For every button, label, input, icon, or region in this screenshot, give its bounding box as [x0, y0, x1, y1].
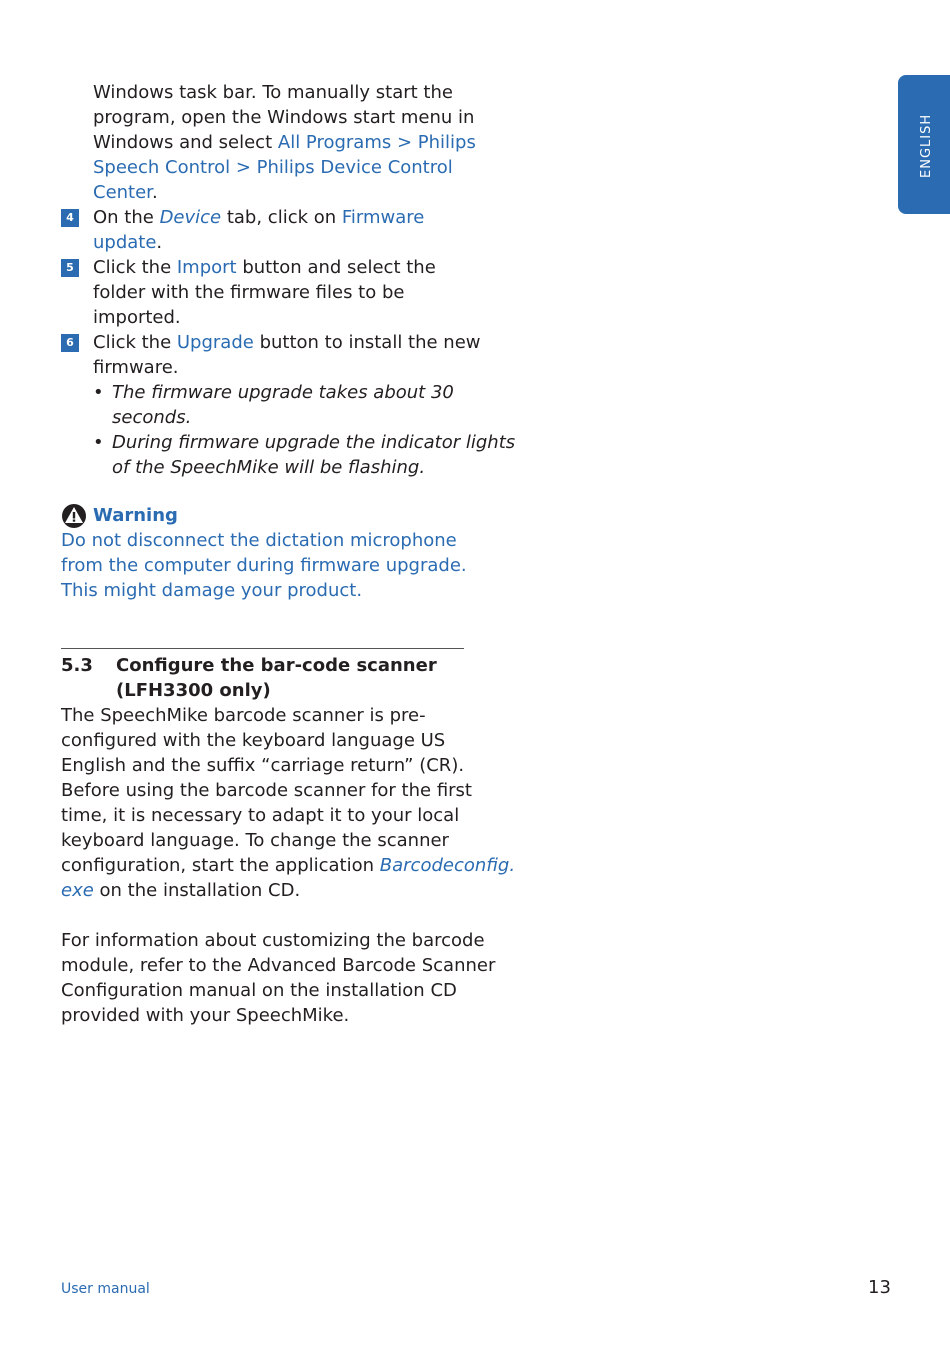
- step-6: 6 Click the Upgrade button to install the new: [61, 330, 466, 355]
- step-4: 4 On the Device tab, click on Firmware: [61, 205, 466, 230]
- language-tab-label: ENGLISH: [919, 113, 934, 178]
- menu-path: Center: [93, 182, 152, 203]
- paragraph-line: For information about customizing the barcode: [61, 930, 485, 951]
- warning-text: from the computer during firmware upgrade.: [61, 555, 467, 576]
- paragraph-line: exe on the installation CD.: [61, 880, 301, 901]
- step-5-cont: folder with the firmware files to be: [93, 282, 405, 303]
- paragraph-line: time, it is necessary to adapt it to your local: [61, 805, 460, 826]
- step-number-badge: 5: [61, 259, 79, 277]
- paragraph-line: The SpeechMike barcode scanner is pre-: [61, 705, 426, 726]
- warning-text: This might damage your product.: [61, 580, 363, 601]
- step-5-cont: imported.: [93, 307, 181, 328]
- bullet-item: • During firmware upgrade the indicator lights: [93, 432, 516, 453]
- file-name: Barcodeconfig.: [379, 855, 516, 876]
- bullet-mark: •: [93, 382, 104, 403]
- bullet-mark: •: [93, 432, 104, 453]
- paragraph-line: English and the suffix “carriage return” (CR).: [61, 755, 465, 776]
- warning-heading: [61, 503, 466, 528]
- paragraph-line: configured with the keyboard language US: [61, 730, 446, 751]
- instructions-block: [61, 80, 516, 480]
- warning-icon: [61, 503, 87, 529]
- paragraph-line: Before using the barcode scanner for the first: [61, 780, 472, 801]
- menu-path: All Programs > Philips: [277, 132, 476, 153]
- paragraph-line: keyboard language. To change the scanner: [61, 830, 449, 851]
- menu-path: Speech Control > Philips Device Control: [93, 157, 453, 178]
- step-number-badge: 4: [61, 209, 79, 227]
- intro-line: Windows task bar. To manually start the: [93, 82, 453, 103]
- paragraph-line: module, refer to the Advanced Barcode Scanner: [61, 955, 496, 976]
- intro-line: Windows and select All Programs > Philips: [93, 132, 476, 153]
- step-6-cont: firmware.: [93, 357, 179, 378]
- warning-block: [61, 503, 466, 603]
- paragraph-line: provided with your SpeechMike.: [61, 1005, 350, 1026]
- ui-term: Upgrade: [176, 332, 254, 353]
- ui-term: Device: [159, 207, 222, 228]
- footer-label: User manual: [61, 1281, 150, 1297]
- paragraph-line: configuration, start the application Barcodeconfig.: [61, 855, 516, 876]
- blank-line: [61, 903, 466, 928]
- bullet-item: • The firmware upgrade takes about 30: [93, 382, 454, 403]
- ui-term: Firmware: [341, 207, 425, 228]
- bullet-item-cont: seconds.: [112, 407, 192, 428]
- ui-term: Import: [176, 257, 237, 278]
- bullet-item-cont: of the SpeechMike will be flashing.: [112, 457, 426, 478]
- intro-line: program, open the Windows start menu in: [93, 107, 475, 128]
- paragraph-line: Configuration manual on the installation CD: [61, 980, 457, 1001]
- ui-term: update: [93, 232, 157, 253]
- warning-text: Do not disconnect the dictation microphone: [61, 530, 457, 551]
- section-5-3: [61, 653, 516, 1028]
- warning-title: Warning: [93, 505, 178, 526]
- section-number: 5.3: [61, 655, 93, 676]
- intro-line: Center.: [93, 182, 158, 203]
- file-name: exe: [61, 880, 94, 901]
- step-5: 5 Click the Import button and select the: [61, 255, 466, 280]
- step-4-cont: update.: [93, 232, 163, 253]
- section-divider: [61, 648, 464, 649]
- step-number-badge: 6: [61, 334, 79, 352]
- page-number: 13: [868, 1277, 891, 1298]
- section-title: (LFH3300 only): [116, 680, 271, 701]
- section-title: Configure the bar-code scanner: [116, 655, 437, 676]
- section-heading: [61, 653, 466, 678]
